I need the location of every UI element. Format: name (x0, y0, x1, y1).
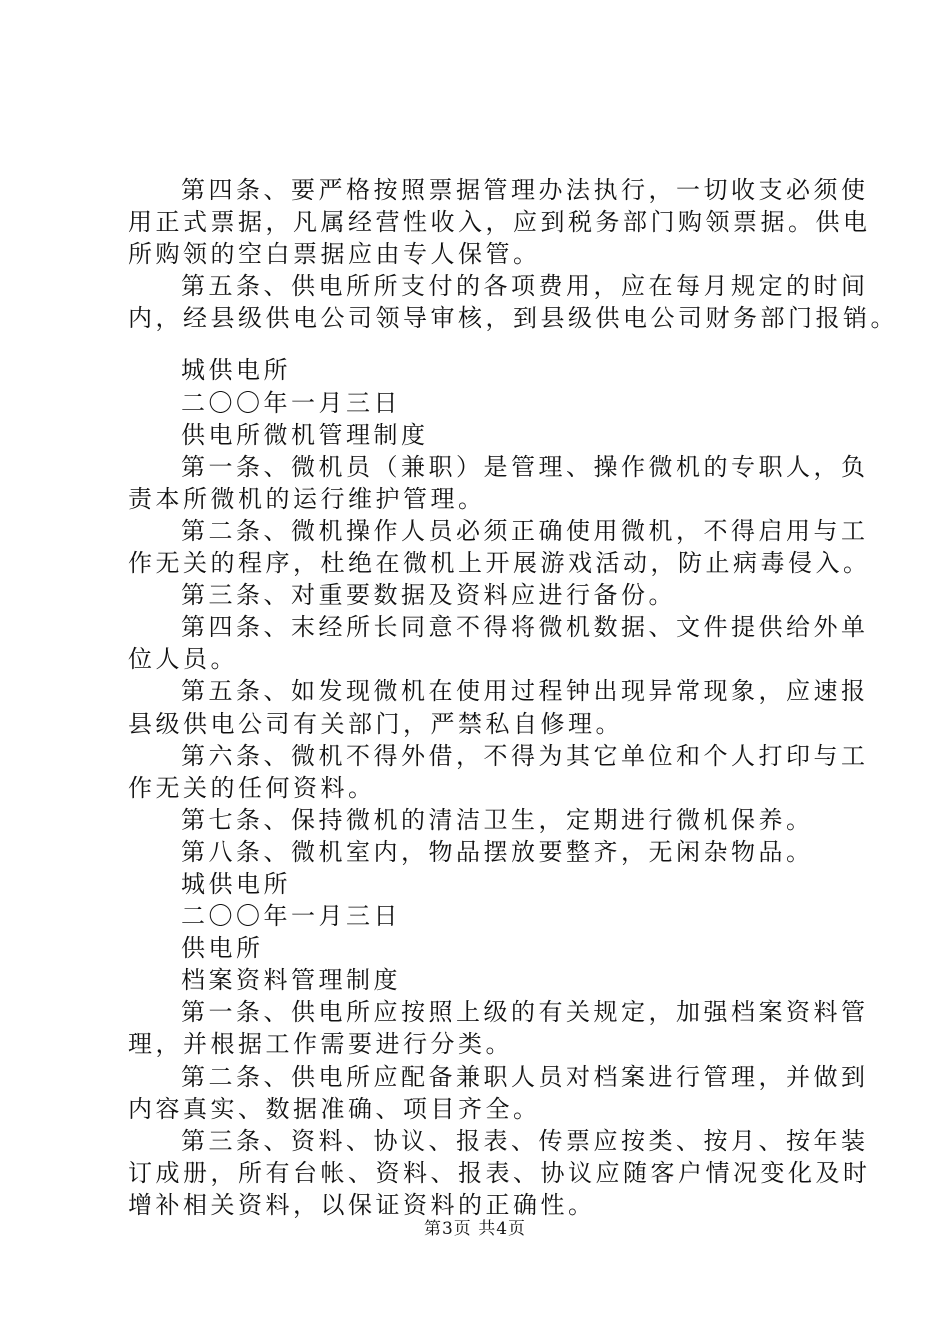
text-line: 第四条、要严格按照票据管理办法执行，一切收支必须使 (181, 176, 869, 204)
text-line: 城供电所 (181, 869, 291, 898)
text-line: 第七条、保持微机的清洁卫生，定期进行微机保养。 (181, 805, 814, 834)
text-line: 第二条、微机操作人员必须正确使用微机，不得启用与工 (181, 516, 869, 545)
text-line: 第二条、供电所应配备兼职人员对档案进行管理，并做到 (181, 1062, 869, 1091)
text-line: 第五条、如发现微机在使用过程钟出现异常现象，应速报 (181, 677, 869, 706)
text-line: 供电所 (181, 934, 264, 963)
paragraph-gap (128, 334, 836, 354)
text-line: 责本所微机的运行维护管理。 (128, 484, 486, 513)
text-line: 二〇〇年一月三日 (181, 388, 401, 417)
text-line: 内容真实、数据准确、项目齐全。 (128, 1094, 541, 1123)
text-line: 供电所微机管理制度 (181, 420, 429, 449)
text-line: 第四条、末经所长同意不得将微机数据、文件提供给外单 (181, 613, 869, 642)
text-line: 理，并根据工作需要进行分类。 (128, 1030, 513, 1059)
text-line: 增补相关资料，以保证资料的正确性。 (128, 1190, 596, 1219)
text-line: 第六条、微机不得外借，不得为其它单位和个人打印与工 (181, 741, 869, 770)
page-footer: 第3页 共4页 (423, 1219, 527, 1239)
text-line: 第一条、微机员（兼职）是管理、操作微机的专职人，负 (181, 452, 869, 481)
text-line: 作无关的任何资料。 (128, 773, 376, 802)
text-line: 第八条、微机室内，物品摆放要整齐，无闲杂物品。 (181, 837, 814, 866)
text-line: 县级供电公司有关部门，严禁私自修理。 (128, 709, 623, 738)
text-line: 内，经县级供电公司领导审核，到县级供电公司财务部门报销。 (128, 304, 898, 333)
text-line: 订成册，所有台帐、资料、报表、协议应随客户情况变化及时 (128, 1158, 871, 1187)
text-line: 所购领的空白票据应由专人保管。 (128, 240, 541, 269)
text-line: 二〇〇年一月三日 (181, 902, 401, 931)
text-line: 用正式票据，凡属经营性收入，应到税务部门购领票据。供电 (128, 208, 871, 237)
text-line: 第三条、资料、协议、报表、传票应按类、按月、按年装 (181, 1126, 869, 1155)
text-line: 作无关的程序，杜绝在微机上开展游戏活动，防止病毒侵入。 (128, 549, 871, 578)
text-line: 城供电所 (181, 356, 291, 385)
text-line: 档案资料管理制度 (181, 966, 401, 995)
text-line: 第三条、对重要数据及资料应进行备份。 (181, 581, 676, 610)
text-line: 第五条、供电所所支付的各项费用，应在每月规定的时间 (181, 272, 869, 301)
document-body (128, 174, 898, 1221)
text-line: 第一条、供电所应按照上级的有关规定，加强档案资料管 (181, 998, 869, 1027)
text-line: 位人员。 (128, 645, 238, 674)
